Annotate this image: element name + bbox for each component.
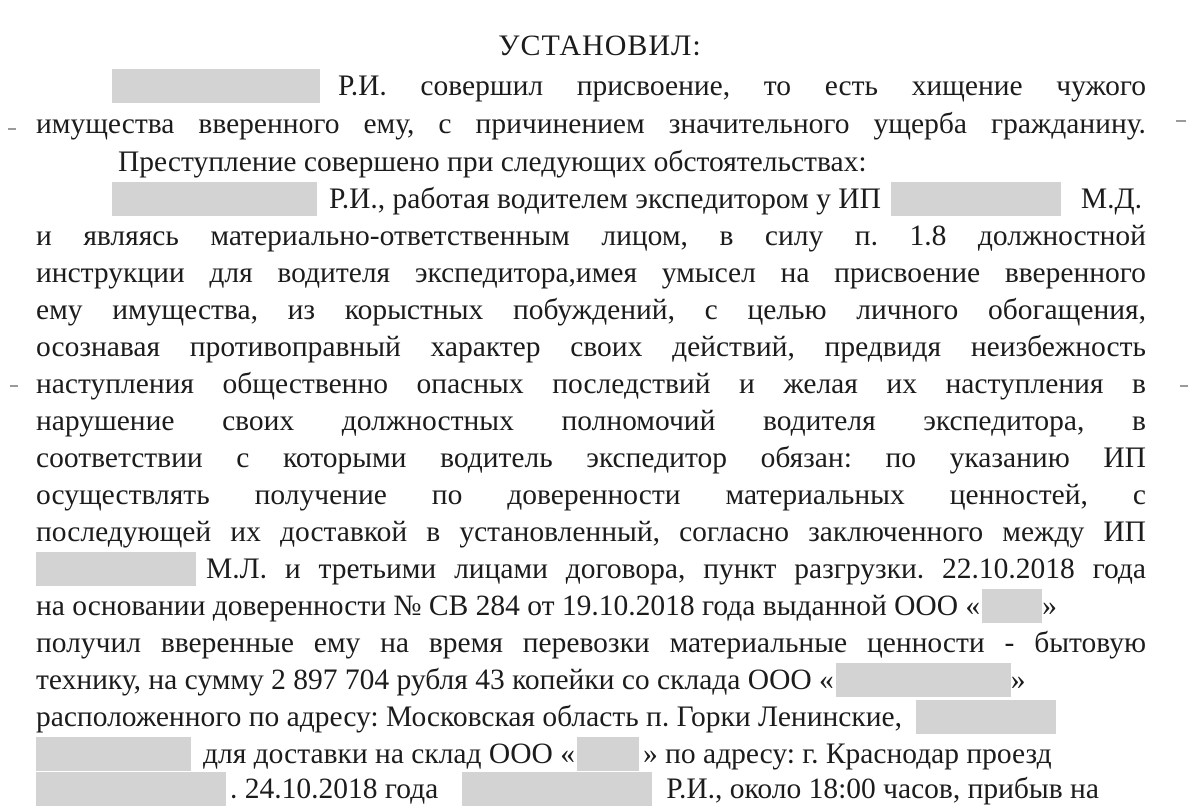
text-word: - [1004, 627, 1015, 659]
redacted-company [836, 663, 1011, 697]
text-word: ИП [1103, 442, 1146, 474]
text-word: совершил [420, 70, 544, 102]
scan-speck [1180, 385, 1188, 387]
redacted-company [982, 589, 1042, 623]
text-words [206, 550, 1146, 588]
redacted-address [36, 772, 226, 806]
text-word: которыми [283, 442, 407, 474]
text-word: имущества, [112, 294, 258, 326]
text-word: должностной [977, 220, 1146, 252]
text-word: предвидя [824, 331, 942, 363]
scan-speck [1176, 120, 1186, 122]
text-word: договора, [565, 553, 686, 585]
text-word: являясь [83, 220, 179, 252]
text-line [36, 476, 1146, 514]
text-word: должностных [341, 405, 514, 437]
text-word: с [438, 108, 452, 140]
text-word: характер [430, 331, 541, 363]
text-word: корыстных [344, 294, 484, 326]
text-word: для [209, 257, 253, 289]
text-word: 22.10.2018 [941, 553, 1075, 585]
text-word: общественно [222, 368, 388, 400]
text-segment: технику, на сумму 2 897 704 рубля 43 копейки со склада ООО « [36, 664, 834, 696]
text-word: с [236, 442, 250, 474]
text-word: соответствии [36, 442, 203, 474]
text-word: доверенности [507, 479, 681, 511]
text-line [36, 770, 1146, 808]
text-line [36, 661, 1146, 699]
text-line [36, 67, 1146, 105]
text-segment: Р.И., около 18:00 часов, прибыв на [666, 773, 1099, 805]
text-word: последующей [36, 516, 212, 548]
text-sentence: Преступление совершено при следующих обстоятельствах: [118, 146, 867, 178]
text-word: полномочий [561, 405, 716, 437]
text-line [36, 254, 1146, 292]
text-word: гражданину. [990, 108, 1146, 140]
text-segment: » [1042, 590, 1057, 622]
text-word: установленный, [459, 516, 660, 548]
text-word: и [36, 220, 52, 252]
redacted-company [577, 737, 639, 771]
text-word: время [428, 627, 503, 659]
redacted-address [916, 700, 1056, 734]
text-segment: расположенного по адресу: Московская область п. Горки Ленинские, [36, 701, 902, 733]
text-word: получил [36, 627, 141, 659]
text-word: своих [222, 405, 295, 437]
text-line [36, 217, 1146, 255]
text-word: обязан: [760, 442, 852, 474]
text-word: своих [570, 331, 643, 363]
text-word: материальных [725, 479, 905, 511]
text-word: противоправный [189, 331, 401, 363]
text-word: целью [747, 294, 827, 326]
text-word: то [763, 70, 792, 102]
text-word: осуществлять [36, 479, 210, 511]
text-word: их [886, 368, 917, 400]
text-line [36, 624, 1146, 662]
text-word: в [719, 220, 734, 252]
text-word: М.Л. [206, 553, 267, 585]
text-word: в [1131, 405, 1146, 437]
text-word: в [1132, 368, 1146, 400]
text-word: неизбежность [970, 331, 1146, 363]
text-segment: » [1010, 664, 1026, 696]
text-word: хищение [911, 70, 1023, 102]
text-word: с [1132, 479, 1146, 511]
text-word: доставкой [279, 516, 408, 548]
text-word: п. [854, 220, 878, 252]
text-word: вверенного [198, 108, 340, 140]
text-line [36, 587, 1146, 625]
document-heading: УСТАНОВИЛ: [498, 29, 702, 62]
text-segment: » по адресу: г. Краснодар проезд [642, 738, 1052, 770]
text-word: между [1002, 516, 1085, 548]
text-word: действий, [672, 331, 795, 363]
text-segment: . 24.10.2018 года [230, 773, 439, 805]
text-line [36, 439, 1146, 477]
text-word: третьими [318, 553, 437, 585]
text-word: бытовую [1034, 627, 1146, 659]
text-word: экспедитор [586, 442, 727, 474]
text-word: разгрузки. [794, 553, 925, 585]
text-word: экспедитора, [923, 405, 1085, 437]
text-word: на [380, 627, 410, 659]
redacted-name [36, 552, 196, 586]
text-word: указанию [949, 442, 1070, 474]
text-line [36, 698, 1146, 736]
text-word: обогащения, [987, 294, 1146, 326]
text-line [36, 180, 1146, 218]
text-word: инструкции [36, 257, 185, 289]
text-segment: для доставки на склад ООО « [203, 738, 575, 770]
text-word: водитель [440, 442, 553, 474]
text-word: наступления [945, 368, 1104, 400]
text-word: лицами [454, 553, 548, 585]
text-word: осознавая [36, 331, 161, 363]
text-word: опасных [416, 368, 524, 400]
text-word: желая [783, 368, 858, 400]
text-word: присвоение, [576, 70, 731, 102]
text-word: перевозки [522, 627, 650, 659]
text-word: ему, [363, 108, 415, 140]
text-word: их [230, 516, 261, 548]
text-line [36, 550, 1146, 588]
text-word: из [287, 294, 316, 326]
redacted-name [112, 69, 320, 103]
text-word: года [1092, 553, 1146, 585]
text-word: личного [856, 294, 959, 326]
text-word: и [739, 368, 755, 400]
text-line [36, 105, 1146, 143]
text-word: материальные [669, 627, 848, 659]
text-line [36, 513, 1146, 551]
redacted-name [462, 772, 652, 806]
text-word: водителя [762, 405, 876, 437]
text-word: лицом, [601, 220, 688, 252]
redacted-name [112, 182, 317, 216]
text-line [36, 402, 1146, 440]
text-line [36, 143, 1146, 181]
text-word: в [426, 516, 441, 548]
text-word: Р.И. [338, 70, 387, 102]
text-word: получение [254, 479, 387, 511]
text-word: нарушение [36, 405, 175, 437]
text-word: чужого [1056, 70, 1146, 102]
text-word: побуждений, [512, 294, 675, 326]
text-line [36, 735, 1146, 773]
text-segment: Р.И., работая водителем экспедитором у ИП [329, 183, 881, 215]
text-word: согласно [679, 516, 789, 548]
text-segment: на основании доверенности № СВ 284 от 19.10.2018 года выданной ООО « [36, 590, 981, 622]
text-words [338, 67, 1146, 105]
text-word: вверенного [1004, 257, 1146, 289]
text-word: значительного [668, 108, 850, 140]
text-line [36, 328, 1146, 366]
text-word: наступления [36, 368, 194, 400]
redacted-address [36, 737, 191, 771]
text-word: последствий [552, 368, 711, 400]
scan-speck [10, 385, 18, 387]
text-word: ему [313, 627, 361, 659]
text-word: ИП [1103, 516, 1146, 548]
text-word: водителя [277, 257, 391, 289]
text-word: силу [764, 220, 824, 252]
text-line [36, 365, 1146, 403]
text-word: с [704, 294, 718, 326]
text-word: есть [824, 70, 878, 102]
text-word: причинением [475, 108, 645, 140]
text-word: на [780, 257, 810, 289]
text-word: ценностей, [949, 479, 1088, 511]
text-word: имущества [36, 108, 175, 140]
text-word: экспедитора,имея [414, 257, 638, 289]
text-line [36, 291, 1146, 329]
text-word: ему [36, 294, 83, 326]
text-word: 1.8 [909, 220, 947, 252]
text-segment: М.Д. [1080, 183, 1143, 215]
text-word: умысел [661, 257, 756, 289]
text-word: присвоение [834, 257, 981, 289]
text-word: по [431, 479, 463, 511]
text-word: ущерба [873, 108, 967, 140]
text-word: заключенного [808, 516, 984, 548]
text-word: пункт [703, 553, 777, 585]
text-word: по [885, 442, 917, 474]
text-word: материально-ответственным [210, 220, 570, 252]
text-word: вверенные [160, 627, 294, 659]
redacted-name [891, 182, 1061, 216]
text-word: ценности [866, 627, 985, 659]
scan-speck [8, 128, 16, 130]
text-word: и [284, 553, 301, 585]
